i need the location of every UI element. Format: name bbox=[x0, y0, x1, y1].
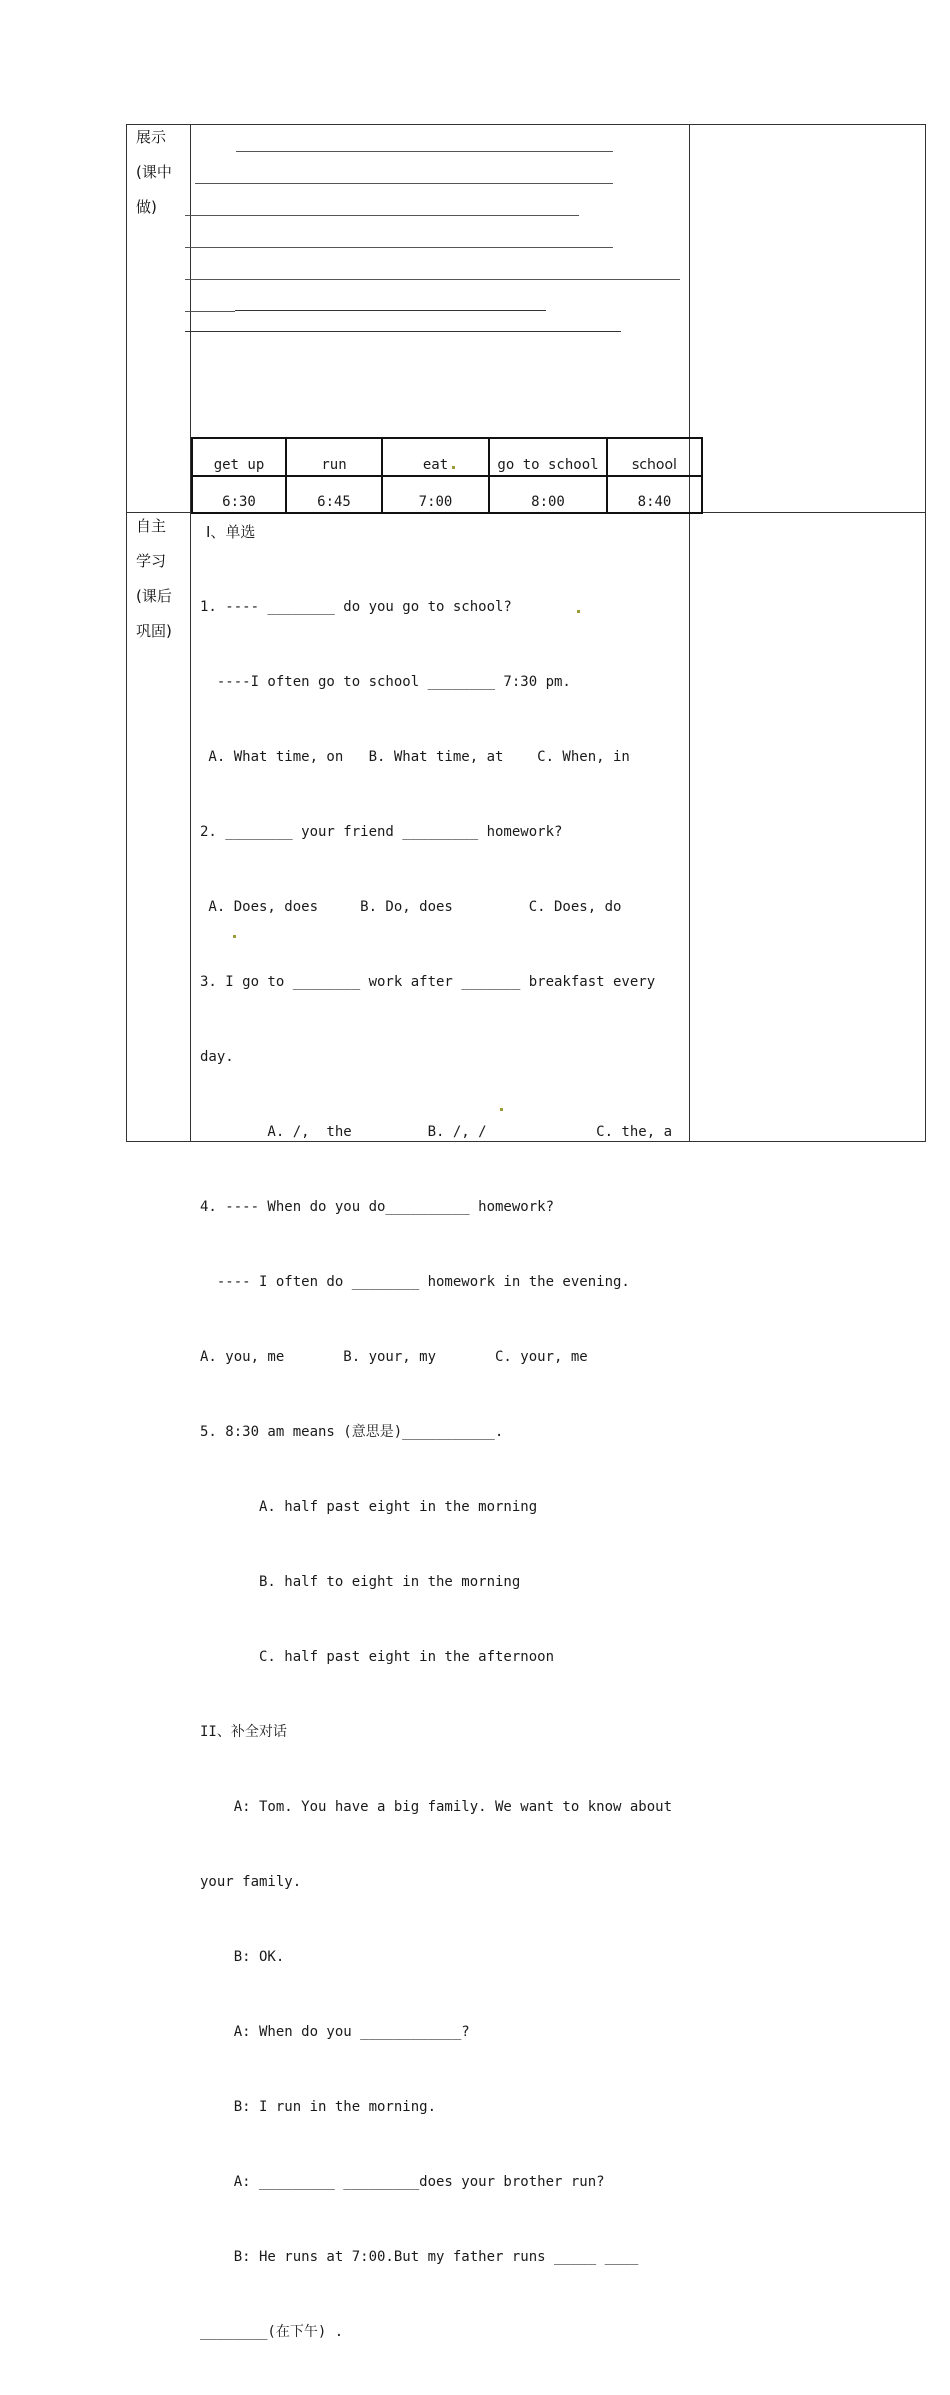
time-cell: 6:45 bbox=[286, 476, 382, 513]
label-line: 做) bbox=[136, 198, 157, 216]
question-5: 5. 8:30 am means (意思是)___________. bbox=[200, 1424, 504, 1440]
q5-option: A. half past eight in the morning bbox=[200, 1499, 538, 1515]
writing-line bbox=[185, 215, 579, 216]
exercise-line: A. What time, on B. What time, at C. When, in bbox=[200, 749, 630, 765]
exercise-line: 2. ________ your friend _________ homework? bbox=[200, 824, 563, 840]
time-cell: 6:30 bbox=[192, 476, 286, 513]
label-column-divider bbox=[190, 124, 191, 1142]
time-cell: 8:00 bbox=[489, 476, 607, 513]
writing-line bbox=[236, 151, 613, 152]
exercise-line: ---- I often do ________ homework in the evening. bbox=[200, 1274, 630, 1290]
label-line: 自主 bbox=[136, 517, 167, 535]
activity-cell: eat bbox=[382, 438, 489, 476]
writing-line bbox=[185, 279, 680, 280]
dialogue-line: B: I run in the morning. bbox=[200, 2099, 437, 2115]
time-row bbox=[192, 476, 702, 513]
time-cell: 8:40 bbox=[607, 476, 702, 513]
writing-line bbox=[185, 311, 235, 312]
exercise-lines bbox=[200, 545, 672, 2395]
exercise-line: 1. ---- ________ do you go to school? bbox=[200, 599, 512, 615]
exercise-line: 4. ---- When do you do__________ homework? bbox=[200, 1199, 555, 1215]
exercise-line: 3. I go to ________ work after _______ breakfast every bbox=[200, 974, 656, 990]
table-left-border bbox=[126, 124, 127, 1142]
table-top-border bbox=[126, 124, 926, 125]
writing-line bbox=[195, 183, 613, 184]
part1-title: I、单选 bbox=[206, 523, 256, 541]
q5-option: C. half past eight in the afternoon bbox=[200, 1649, 555, 1665]
activity-cell: get up bbox=[192, 438, 286, 476]
activity-cell: school bbox=[607, 438, 702, 476]
exercise-line: A. you, me B. your, my C. your, me bbox=[200, 1349, 588, 1365]
schedule-table bbox=[191, 437, 703, 514]
exercise-line: A. Does, does B. Do, does C. Does, do bbox=[200, 899, 622, 915]
speck-mark bbox=[577, 610, 580, 613]
dialogue-line: ________(在下午) . bbox=[200, 2324, 344, 2340]
activity-cell: go to school bbox=[489, 438, 607, 476]
dialogue-line: B: OK. bbox=[200, 1949, 285, 1965]
label-line: 巩固) bbox=[136, 622, 172, 640]
speck-mark bbox=[233, 935, 236, 938]
exercise-line: A. /, the B. /, / C. the, a bbox=[200, 1124, 673, 1140]
writing-line bbox=[185, 331, 621, 332]
dialogue-line: A: _________ _________does your brother run? bbox=[200, 2174, 605, 2190]
label-line: (课后 bbox=[136, 587, 172, 605]
table-right-border bbox=[925, 124, 926, 1142]
speck-mark bbox=[500, 1108, 503, 1111]
dialogue-line: A: Tom. You have a big family. We want to know about bbox=[200, 1799, 673, 1815]
dialogue-line: A: When do you ____________? bbox=[200, 2024, 470, 2040]
label-line: (课中 bbox=[136, 163, 172, 181]
show-section-label bbox=[136, 120, 172, 225]
label-line: 展示 bbox=[136, 128, 167, 146]
activity-cell: run bbox=[286, 438, 382, 476]
speck-mark bbox=[452, 466, 455, 469]
exercise-line: ----I often go to school ________ 7:30 pm. bbox=[200, 674, 571, 690]
dialogue-line: B: He runs at 7:00.But my father runs _____ ____ bbox=[200, 2249, 639, 2265]
exercise-line: day. bbox=[200, 1049, 234, 1065]
content-column-divider bbox=[689, 124, 690, 1142]
writing-line bbox=[185, 247, 613, 248]
part2-title: II、补全对话 bbox=[200, 1724, 287, 1740]
activity-row bbox=[192, 438, 702, 476]
time-cell: 7:00 bbox=[382, 476, 489, 513]
self-study-section-label bbox=[136, 509, 172, 649]
label-line: 学习 bbox=[136, 552, 167, 570]
writing-line bbox=[235, 310, 546, 311]
q5-option: B. half to eight in the morning bbox=[200, 1574, 521, 1590]
dialogue-line: your family. bbox=[200, 1874, 302, 1890]
